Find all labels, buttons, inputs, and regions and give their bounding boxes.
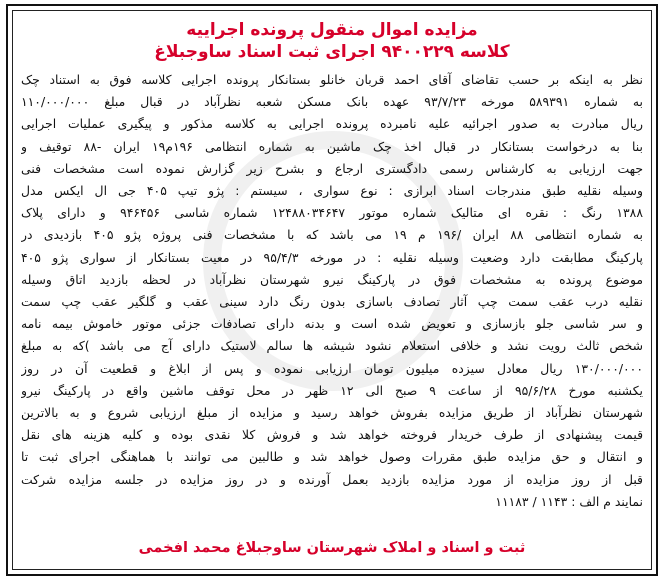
body-line: به شماره انتظامی ۸۸ ایران /۱۹۶ م ۱۹ می باشد که با مشخصات فنی پروژه پژو ۴۰۵ بازدیدی در bbox=[21, 227, 643, 243]
body-line: بنا به درخواست بستانکار در قبال اخذ چک ماشین به شماره انتظامی ۱۹۶م۱۹ ایران -۸۸ توقیف و bbox=[21, 138, 643, 154]
notice-frame bbox=[6, 4, 658, 576]
notice-body bbox=[21, 69, 643, 513]
body-line: یکشنبه مورخ ۹۵/۶/۲۸ از ساعت ۹ صبح الی ۱۲ ظهر در محل توقف ماشین واقع در پارکینگ نیرو bbox=[21, 382, 643, 398]
body-line: نقلیه درب عقب سمت چپ آثار تصادف باسازی بدون رنگ دارد سینی عقب و گلگیر عقب چپ سمت bbox=[21, 294, 643, 310]
body-line-last: نمایند م الف : ۱۱۴۳ / ۱۱۱۸۳ bbox=[495, 493, 643, 509]
notice-inner-border bbox=[12, 10, 652, 570]
body-line: به شماره ۵۸۹۳۹۱ مورخه ۹۳/۷/۲۳ عهده بانک مسکن شعبه نظرآباد در قبال مبلغ ۱۱۰/۰۰۰/۰۰۰ bbox=[21, 94, 643, 110]
notice-title: مزایده اموال منقول پرونده اجراییه bbox=[186, 20, 478, 40]
body-line: موضوع پرونده به مشخصات فوق در پارکینگ نیرو شهرستان نظرآباد در لحظه بازدید اتاق وسیله bbox=[21, 271, 643, 287]
body-line: ۱۳۰/۰۰۰/۰۰۰ ریال معادل سیزده میلیون تومان ارزیابی نموده و پس از ابلاغ و قطعیت آن در روز bbox=[21, 360, 643, 376]
body-line: قیمت پیشنهادی از طرف خریدار فروخته خواهد شد و فروش کلا نقدی بوده و کلیه هزینه های نقل bbox=[21, 427, 643, 443]
body-line: و سر شاسی جلو بازسازی و تعویض شده است و بدنه دارای تصادفات جزئی موتور خاموش بیمه نامه bbox=[21, 316, 643, 332]
body-line: وسیله نقلیه طبق مندرجات اسناد ابرازی : نوع سواری ، سیستم : پژو تیپ ۴۰۵ جی ال ایکس مدل bbox=[21, 183, 643, 199]
body-line: شخص ثالث رویت نشد و خلافی استعلام نشود شیشه ها سالم لاستیک دارای آج می باشد )که به مبلغ bbox=[21, 338, 643, 354]
notice-content bbox=[21, 17, 643, 563]
body-line: و انتقال و حق مزایده طبق مقررات وصول خواهد شد و طالبین می توانند با هماهنگی اجرای ثبت تا bbox=[21, 449, 643, 465]
notice-signature: ثبت و اسناد و املاک شهرستان ساوجبلاغ محمد افخمی bbox=[138, 540, 526, 556]
body-line: ریال مبادرت به صدور اجرائیه علیه نامبرده پرونده اجرایی به کلاسه مذکور و پیگیری عملیات اجرایی bbox=[21, 116, 643, 132]
notice-subtitle: کلاسه ۹۴۰۰۲۲۹ اجرای ثبت اسناد ساوجبلاغ bbox=[154, 42, 510, 62]
body-line: قبل از روز مزایده از مورد مزایده بازدید بعمل آورنده و در روز مزایده در جلسه مزایده شرکت bbox=[21, 471, 643, 487]
body-line: شهرستان نظرآباد از طریق مزایده بفروش خواهد رسید و مزایده از مبلغ ارزیابی شروع و به بالاترین bbox=[21, 405, 643, 421]
body-line: نظر به اینکه بر حسب تقاضای آقای احمد قربان خانلو بستانکار پرونده اجرایی کلاسه فوق به استناد چک bbox=[21, 72, 643, 87]
body-line: جهت ارزیابی به کارشناس رسمی دادگستری ارجاع و بشرح زیر گزارش نموده است مشخصات فنی bbox=[21, 160, 643, 176]
body-line: پارکینگ مطابقت دارد وضعیت وسیله نقلیه : در مورخه ۹۵/۴/۳ در معیت بستانکار از سواری پژو ۴۰۵ bbox=[21, 249, 643, 265]
body-line: ۱۳۸۸ رنگ : نقره ای متالیک شماره موتور ۱۲۴۸۸۰۳۴۶۴۷ شماره شاسی ۹۴۶۴۵۶ و دارای پلاک bbox=[21, 205, 643, 221]
